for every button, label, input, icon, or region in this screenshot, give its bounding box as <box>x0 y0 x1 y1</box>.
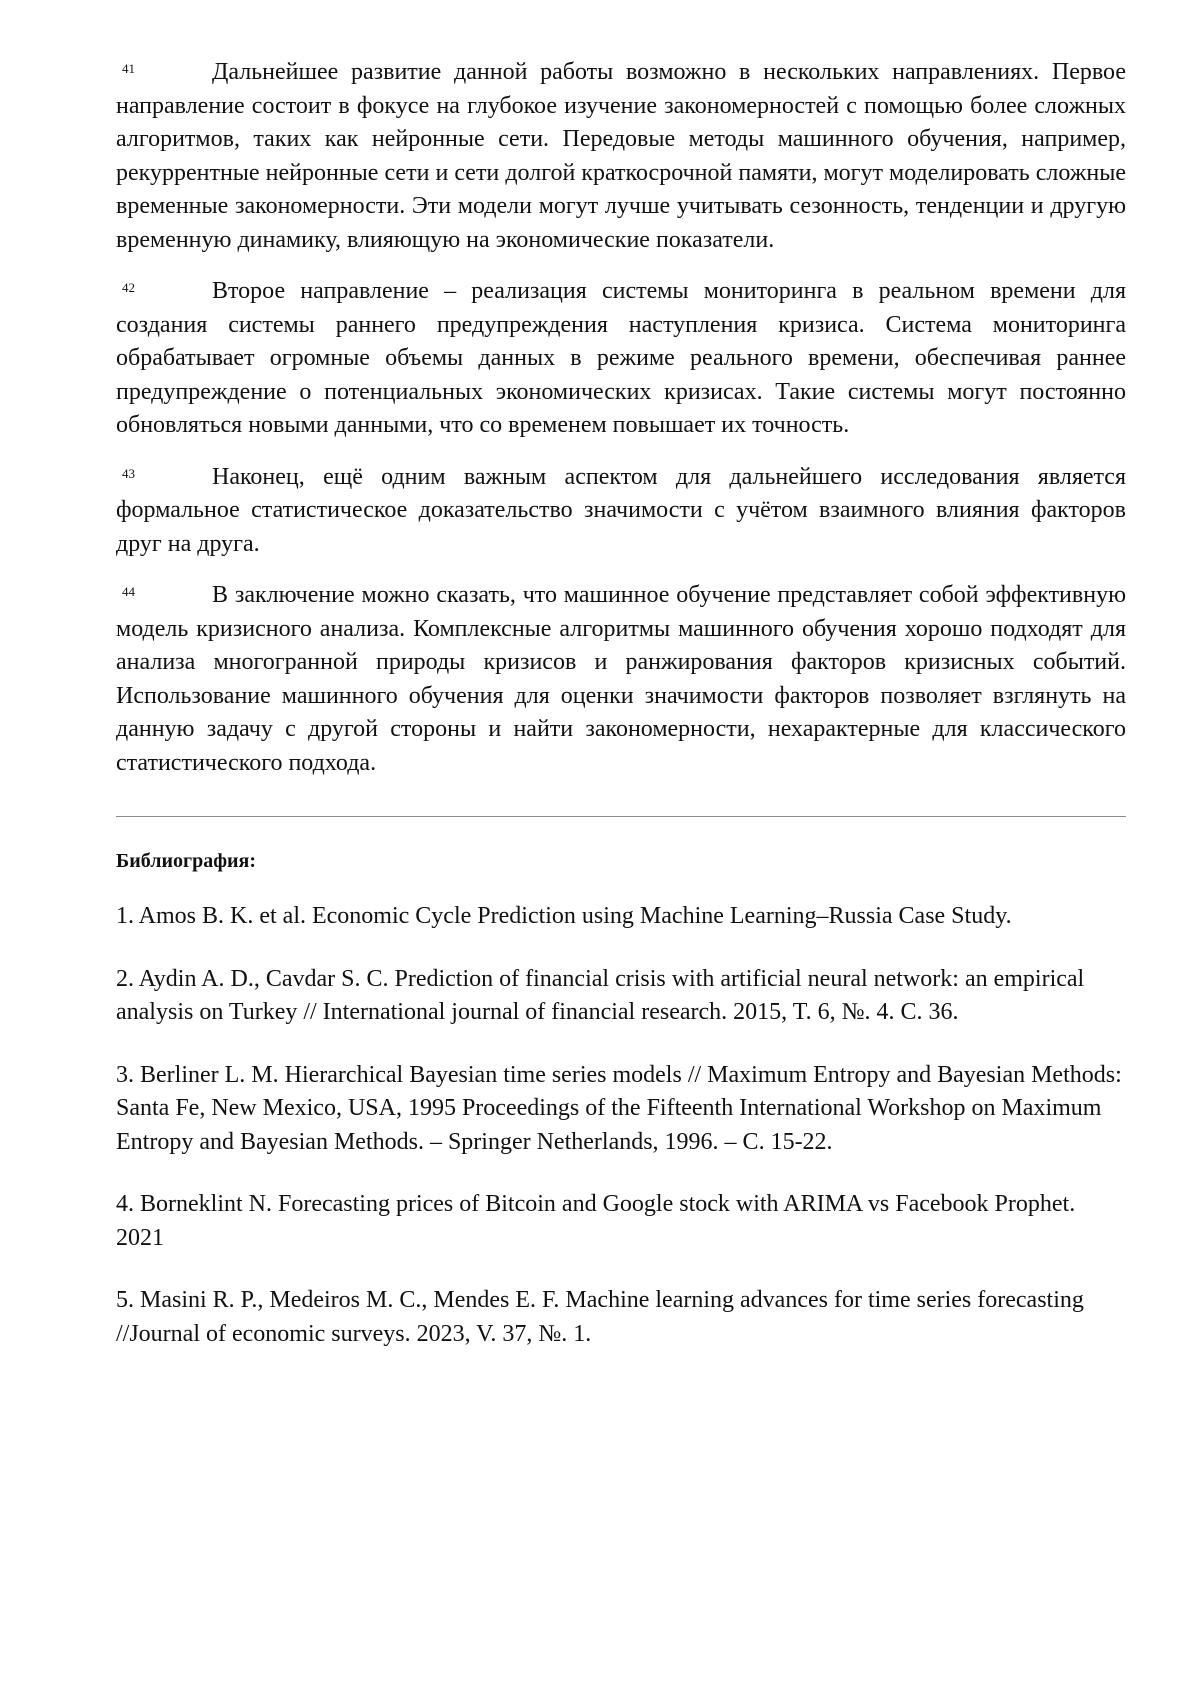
bibliography-title: Библиография: <box>116 850 257 872</box>
bibliography-entry: 1. Amos B. K. et al. Economic Cycle Prediction using Machine Learning–Russia Case Study. <box>116 903 1012 929</box>
paragraph-number: 42 <box>122 280 135 295</box>
paragraph-number: 43 <box>122 465 135 481</box>
bibliography-entry: 5. Masini R. P., Medeiros M. C., Mendes E. F. Machine learning advances for time series forecasting //Journal of economic surveys. 2023, V. 37, №. 1. <box>116 1287 1084 1347</box>
paragraph-text: Наконец, ещё одним важным аспектом для дальнейшего исследования является формальное статистическое доказательство значимости с учётом взаимного влияния факторов друг на друга. <box>116 463 1126 557</box>
paragraph-number: 41 <box>122 61 135 76</box>
paragraph-text: Второе направление – реализация системы мониторинга в реальном времени для создания системы раннего предупреждения наступления кризиса. Система мониторинга обрабатывает огромные объемы данных в режиме реального времени, обеспечивая раннее предупреждение о потенциальных экономических кризисах. Такие системы могут постоянно обновляться новыми данными, что со временем повышает их точность. <box>116 278 1126 438</box>
paragraph-44 <box>116 579 1126 780</box>
document-page <box>116 56 1126 1380</box>
paragraph-text: Дальнейшее развитие данной работы возможно в нескольких направлениях. Первое направление состоит в фокусе на глубокое изучение закономерностей с помощью более сложных алгоритмов, таких как нейронные сети. Передовые методы машинного обучения, например, рекуррентные нейронные сети и сети долгой краткосрочной памяти, могут моделировать сложные временные закономерности. Эти модели могут лучше учитывать сезонность, тенденции и другую временную динамику, влияющую на экономические показатели. <box>116 59 1126 253</box>
bibliography-entry: 2. Aydin A. D., Cavdar S. C. Prediction of financial crisis with artificial neural network: an empirical analysis on Turkey // International journal of financial research. 2015, T. 6, №. 4. C. 36. <box>116 965 1085 1025</box>
paragraph-text: В заключение можно сказать, что машинное обучение представляет собой эффективную модель кризисного анализа. Комплексные алгоритмы машинного обучения хорошо подходят для анализа многогранной природы кризисов и ранжирования факторов кризисных событий. Использование машинного обучения для оценки значимости факторов позволяет взглянуть на данную задачу с другой стороны и найти закономерности, нехарактерные для классического статистического подхода. <box>116 582 1126 776</box>
paragraph-41 <box>116 56 1126 257</box>
bibliography-entry: 3. Berliner L. M. Hierarchical Bayesian time series models // Maximum Entropy and Bayesian Methods: Santa Fe, New Mexico, USA, 1995 Proceedings of the Fifteenth International Workshop on Maximum Entropy and Bayesian Methods. – Springer Netherlands, 1996. – C. 15-22. <box>116 1061 1122 1155</box>
paragraph-43 <box>116 461 1126 562</box>
paragraph-number: 44 <box>122 584 135 599</box>
paragraph-42 <box>116 275 1126 443</box>
bibliography-entry: 4. Borneklint N. Forecasting prices of Bitcoin and Google stock with ARIMA vs Facebook Prophet. 2021 <box>116 1191 1076 1251</box>
bibliography-list <box>116 900 1126 1351</box>
section-divider <box>116 816 1126 817</box>
